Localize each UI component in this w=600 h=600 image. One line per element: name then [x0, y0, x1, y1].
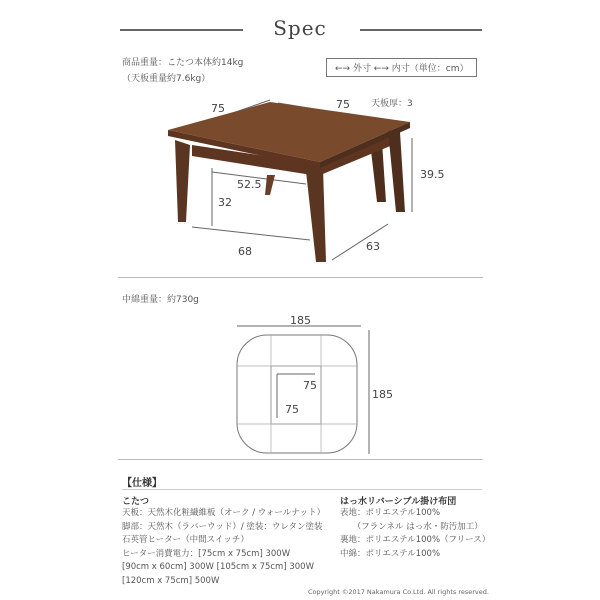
product-weight: 商品重量：こたつ本体約14kg	[122, 58, 244, 68]
spec-kotatsu-list	[122, 507, 325, 588]
spec-kotatsu-line: [120cm x 75cm] 500W	[122, 575, 220, 586]
dim-top-thickness: 天板厚：3	[371, 99, 413, 109]
spec-kotatsu-line: 石英管ヒーター（中間スイッチ）	[122, 535, 249, 545]
table-leg-front-center	[305, 162, 326, 262]
section-divider-2	[118, 459, 483, 460]
table-leg-right	[388, 130, 405, 212]
futon-width: 185	[290, 314, 311, 327]
dim-line-bottom-length	[192, 227, 310, 240]
spec-futon-line: 表地：ポリエステル100%	[340, 508, 441, 518]
spec-kotatsu-line: ヒーター消費電力：[75cm x 75cm] 300W	[122, 548, 291, 559]
unit-legend: ←→ 外寸 ←→ 内寸（単位：cm）	[326, 58, 477, 77]
spec-futon-title: はっ水リバーシブル掛け布団	[340, 497, 457, 507]
dim-bottom-length: 68	[238, 245, 252, 258]
futon-inner-w: 75	[303, 379, 317, 392]
spec-futon-line: 中綿：ポリエステル100%	[340, 548, 441, 559]
futon-depth: 185	[372, 388, 393, 401]
futon-outline	[237, 335, 357, 453]
dim-bottom-depth: 63	[366, 240, 380, 253]
futon-weight: 中綿重量：約730g	[122, 295, 199, 305]
tabletop-weight: （天板重量約7.6kg）	[122, 74, 211, 84]
spec-kotatsu-line: [90cm x 60cm] 300W [105cm x 75cm] 300W	[122, 562, 314, 572]
spec-futon-line: 裏地：ポリエステル100%（フリース）	[340, 535, 491, 545]
table-leg-back	[265, 175, 275, 195]
page-title: Spec	[273, 16, 327, 40]
dim-top-right: 75	[336, 98, 350, 111]
futon-inner-d: 75	[285, 403, 299, 416]
copyright: Copyright ©2017 Nakamura Co.Ltd. All rights reserved.	[308, 588, 489, 596]
dim-height: 39.5	[420, 168, 445, 181]
spec-heading: 【仕様】	[122, 478, 162, 489]
spec-futon-list	[340, 507, 490, 561]
spec-divider	[122, 489, 482, 490]
spec-futon-line: （フランネル はっ水・防汚加工）	[340, 521, 483, 532]
dim-top-left: 75	[211, 102, 225, 115]
spec-kotatsu-line: 天板：天然木化粧繊維板（オーク / ウォールナット）	[122, 508, 326, 518]
spec-kotatsu-line: 脚部：天然木（ラバーウッド）/ 塗装：ウレタン塗装	[122, 521, 323, 532]
dim-under-height: 32	[218, 196, 232, 209]
title-rule-left	[120, 29, 243, 31]
table-leg-front-left	[175, 140, 190, 222]
dim-inner-span: 52.5	[237, 178, 262, 191]
spec-kotatsu-title: こたつ	[122, 497, 150, 507]
section-divider	[118, 277, 483, 278]
title-rule-right	[360, 29, 482, 31]
